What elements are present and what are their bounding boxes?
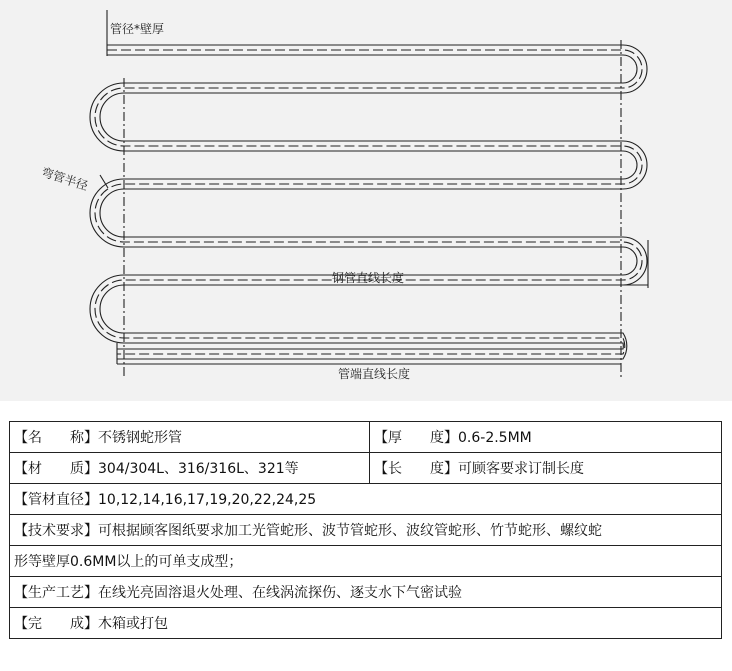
spec-row-diameter — [10, 484, 722, 515]
spec-tech-cell — [10, 515, 722, 546]
tube-center-line — [95, 50, 642, 354]
spec-finish-cell — [10, 608, 722, 639]
spec-material-key: 【材 质】 — [14, 461, 98, 477]
spec-length-value: 可顾客要求订制长度 — [458, 461, 584, 477]
spec-process-value: 在线光亮固溶退火处理、在线涡流探伤、逐支水下气密试验 — [98, 585, 462, 601]
spec-name-key: 【名 称】 — [14, 430, 98, 446]
spec-name-value: 不锈钢蛇形管 — [98, 430, 182, 446]
spec-diameter-cell — [10, 484, 722, 515]
spec-diameter-value: 10,12,14,16,17,19,20,22,24,25 — [98, 492, 317, 508]
spec-row-finish — [10, 608, 722, 639]
spec-thickness-value: 0.6-2.5MM — [458, 430, 532, 446]
spec-row-material — [10, 453, 722, 484]
spec-row-tech — [10, 515, 722, 546]
spec-tech-continued-cell: 形等壁厚0.6MM以上的可单支成型； — [10, 546, 722, 577]
pipe-spec-label: 管径*壁厚 — [110, 22, 165, 36]
spec-length-cell — [370, 453, 722, 484]
spec-length-key: 【长 度】 — [374, 461, 458, 477]
end-straight-length-label: 管端直线长度 — [338, 367, 411, 381]
spec-process-cell — [10, 577, 722, 608]
spec-process-key: 【生产工艺】 — [14, 585, 98, 601]
spec-row-name — [10, 422, 722, 453]
straight-length-label: 钢管直线长度 — [332, 271, 405, 285]
spec-row-tech-continued — [10, 546, 722, 577]
spec-table — [9, 421, 722, 639]
tube-inner-wall — [90, 55, 637, 349]
spec-finish-key: 【完 成】 — [14, 616, 98, 632]
tube-outer-wall — [100, 45, 647, 359]
spec-material-cell — [10, 453, 370, 484]
spec-name-cell — [10, 422, 370, 453]
spec-material-value: 304/304L、316/316L、321等 — [98, 461, 299, 477]
spec-row-process — [10, 577, 722, 608]
spec-finish-value: 木箱或打包 — [98, 616, 168, 632]
spec-thickness-cell — [370, 422, 722, 453]
spec-diameter-key: 【管材直径】 — [14, 492, 98, 508]
spec-tech-key: 【技术要求】 — [14, 523, 98, 539]
spec-tech-value: 可根据顾客图纸要求加工光管蛇形、波节管蛇形、波纹管蛇形、竹节蛇形、螺纹蛇 — [98, 523, 602, 539]
spec-thickness-key: 【厚 度】 — [374, 430, 458, 446]
bend-radius-label: 弯管半径 — [39, 165, 90, 194]
